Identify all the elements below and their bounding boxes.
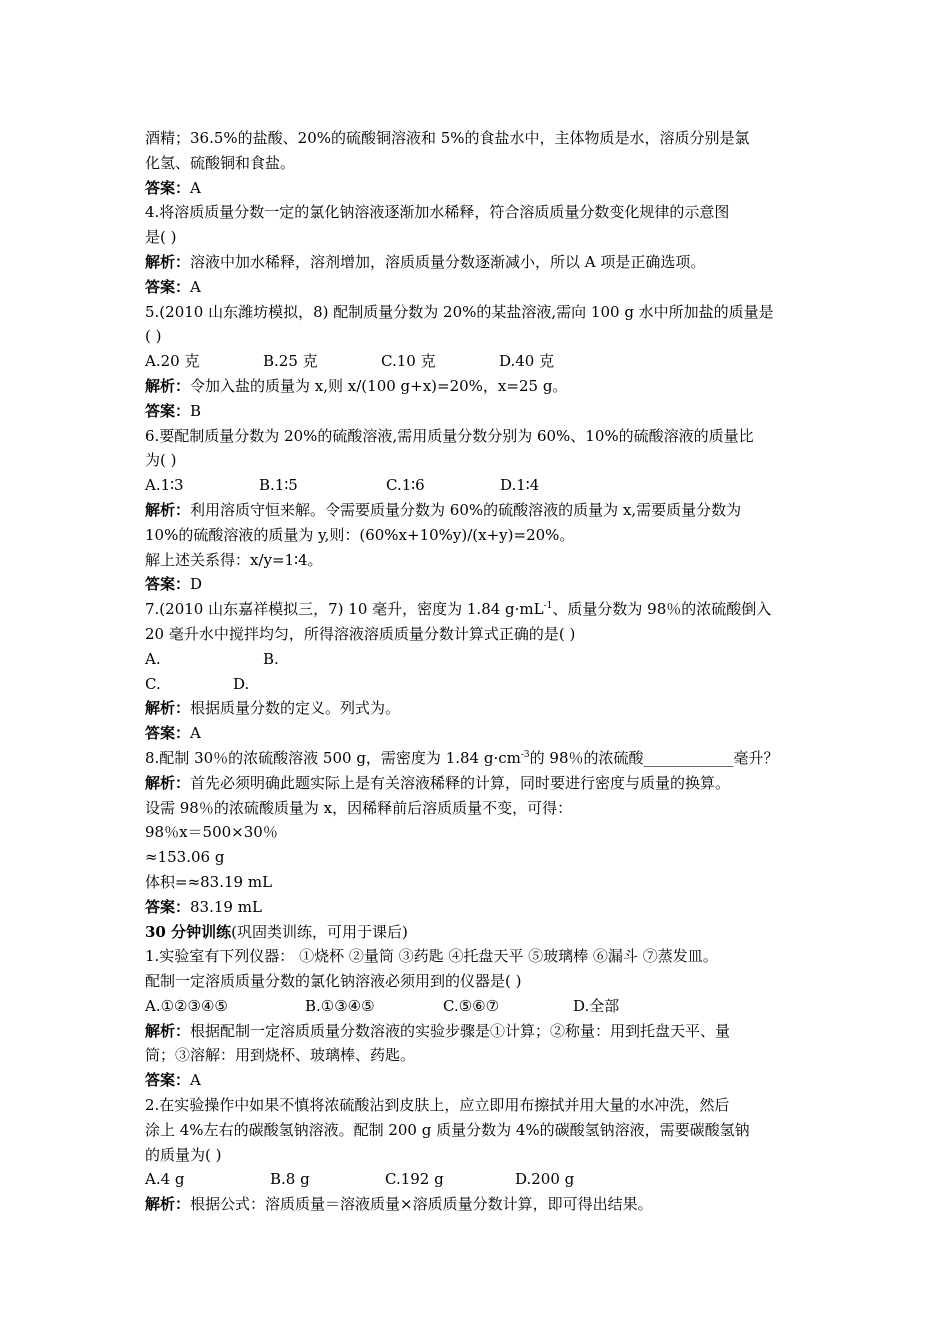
analysis-label: 解析：	[145, 773, 191, 792]
option-c: C.192 g	[385, 1170, 444, 1189]
option-d: D.	[233, 674, 250, 693]
answer-line	[145, 399, 810, 424]
answer-label: 答案：	[145, 277, 191, 296]
analysis-text: 令加入盐的质量为 x,则 x/(100 g+x)=20%，x=25 g。	[190, 376, 568, 395]
options-line	[145, 473, 810, 498]
option-c: C.	[145, 674, 161, 693]
option-a: A.①②③④⑤	[145, 996, 228, 1015]
analysis-label: 解析：	[145, 376, 191, 395]
answer-label: 答案：	[145, 897, 191, 916]
analysis-text: 溶液中加水稀释，溶剂增加，溶质质量分数逐渐减小，所以 A 项是正确选项。	[190, 252, 706, 271]
question-5-bracket: ( )	[145, 327, 162, 346]
analysis-line	[145, 696, 810, 721]
text-line: 10%的硫酸溶液的质量为 y,则：(60%x+10%y)/(x+y)=20%。	[145, 525, 575, 544]
question-8-text-end: 毫升？	[733, 748, 779, 767]
options-line	[145, 647, 810, 672]
text-line: ≈153.06 g	[145, 848, 225, 867]
answer-value: A	[190, 277, 201, 296]
answer-line	[145, 176, 810, 201]
answer-label: 答案：	[145, 724, 191, 743]
option-b: B.①③④⑤	[305, 996, 375, 1015]
analysis-line	[145, 250, 810, 275]
answer-line	[145, 1068, 810, 1093]
answer-value: D	[190, 575, 203, 594]
option-c: C.1∶6	[386, 476, 425, 495]
question-6-bracket: 为( )	[145, 451, 177, 470]
analysis-label: 解析：	[145, 1195, 191, 1214]
analysis-text: 根据公式：溶质质量＝溶液质量×溶质质量分数计算，即可得出结果。	[190, 1195, 653, 1214]
analysis-line	[145, 1192, 810, 1217]
question-1: 1.实验室有下列仪器： ①烧杯 ②量筒 ③药匙 ④托盘天平 ⑤玻璃棒 ⑥漏斗 ⑦蒸发皿。	[145, 947, 718, 966]
text-line: 涂上 4%左右的碳酸氢钠溶液。配制 200 g 质量分数为 4%的碳酸氢钠溶液，需要碳酸氢钠	[145, 1120, 750, 1139]
answer-value: B	[190, 401, 202, 420]
fill-blank: ____________	[643, 748, 734, 767]
analysis-text: 根据配制一定溶质质量分数溶液的实验步骤是①计算；②称量：用到托盘天平、量	[190, 1021, 731, 1040]
question-5: 5.(2010 山东潍坊模拟，8) 配制质量分数为 20%的某盐溶液,需向 100 g 水中所加盐的质量是	[145, 302, 774, 321]
text-line: 的质量为( )	[145, 1145, 222, 1164]
option-b: B.8 g	[270, 1170, 310, 1189]
question-4-bracket: 是( )	[145, 228, 177, 247]
answer-label: 答案：	[145, 401, 191, 420]
option-d: D.40 克	[499, 352, 555, 371]
answer-value: 83.19 mL	[190, 897, 262, 916]
question-2: 2.在实验操作中如果不慎将浓硫酸沾到皮肤上，应立即用布擦拭并用大量的水冲洗，然后	[145, 1096, 730, 1115]
analysis-label: 解析：	[145, 1021, 191, 1040]
question-6: 6.要配制质量分数为 20%的硫酸溶液,需用质量分数分别为 60%、10%的硫酸溶液的质量比	[145, 426, 754, 445]
option-a: A.20 克	[145, 352, 200, 371]
text-line: 解上述关系得：x/y=1∶4。	[145, 550, 323, 569]
analysis-text: 首先必须明确此题实际上是有关溶液稀释的计算，同时要进行密度与质量的换算。	[190, 773, 731, 792]
answer-line	[145, 572, 810, 597]
option-a: A.1∶3	[145, 476, 184, 495]
options-line	[145, 349, 810, 374]
question-8	[145, 746, 810, 771]
analysis-text: 根据质量分数的定义。列式为。	[190, 699, 401, 718]
text-line: 化氢、硫酸铜和食盐。	[145, 153, 296, 172]
option-a: A.	[145, 649, 161, 668]
answer-value: A	[190, 178, 201, 197]
answer-label: 答案：	[145, 1071, 191, 1090]
text-line: 98％x＝500×30％	[145, 823, 278, 842]
option-a: A.4 g	[145, 1170, 185, 1189]
question-7	[145, 597, 810, 622]
section-title: 30 分钟训练	[145, 922, 232, 941]
text-line: 配制一定溶质质量分数的氯化钠溶液必须用到的仪器是( )	[145, 972, 522, 991]
options-line	[145, 994, 810, 1019]
text-line: 酒精；36.5%的盐酸、20%的硫酸铜溶液和 5%的食盐水中，主体物质是水，溶质分别是氯	[145, 129, 750, 147]
answer-line	[145, 721, 810, 746]
question-4: 4.将溶质质量分数一定的氯化钠溶液逐渐加水稀释，符合溶质质量分数变化规律的示意图	[145, 203, 730, 222]
section-subtitle: (巩固类训练，可用于课后)	[231, 922, 408, 941]
option-c: C.⑤⑥⑦	[443, 996, 500, 1015]
analysis-line	[145, 1019, 810, 1044]
text-line: 筒；③溶解：用到烧杯、玻璃棒、药匙。	[145, 1046, 416, 1065]
text-line: 20 毫升水中搅拌均匀，所得溶液溶质质量分数计算式正确的是( )	[145, 624, 576, 643]
superscript: -1	[543, 601, 553, 612]
options-line	[145, 1167, 810, 1192]
superscript: -3	[520, 749, 530, 760]
answer-label: 答案：	[145, 178, 191, 197]
analysis-label: 解析：	[145, 500, 191, 519]
answer-line	[145, 895, 810, 920]
option-b: B.	[263, 649, 279, 668]
option-b: B.25 克	[263, 352, 318, 371]
answer-line	[145, 275, 810, 300]
option-d: D.全部	[573, 996, 620, 1015]
option-d: D.1∶4	[500, 476, 540, 495]
section-heading	[145, 920, 810, 945]
text-line: 体积=≈83.19 mL	[145, 872, 273, 891]
option-c: C.10 克	[381, 352, 436, 371]
analysis-line	[145, 374, 810, 399]
option-d: D.200 g	[515, 1170, 575, 1189]
question-8-text-cont: 的 98％的浓硫酸	[529, 748, 644, 767]
document-page	[145, 126, 810, 1217]
option-b: B.1∶5	[259, 476, 298, 495]
options-line	[145, 672, 810, 697]
analysis-text: 利用溶质守恒来解。令需要质量分数为 60%的硫酸溶液的质量为 x,需要质量分数为	[190, 500, 742, 519]
answer-label: 答案：	[145, 575, 191, 594]
question-7-text-cont: 、质量分数为 98％的浓硫酸倒入	[552, 600, 772, 619]
answer-value: A	[190, 1071, 201, 1090]
analysis-line	[145, 771, 810, 796]
analysis-label: 解析：	[145, 699, 191, 718]
text-line: 设需 98％的浓硫酸质量为 x，因稀释前后溶质质量不变，可得：	[145, 798, 573, 817]
analysis-line	[145, 498, 810, 523]
question-7-text: 7.(2010 山东嘉祥模拟三，7) 10 毫升，密度为 1.84 g·mL	[145, 600, 544, 619]
analysis-label: 解析：	[145, 252, 191, 271]
answer-value: A	[190, 724, 201, 743]
question-8-text: 8.配制 30％的浓硫酸溶液 500 g，需密度为 1.84 g·cm	[145, 748, 521, 767]
